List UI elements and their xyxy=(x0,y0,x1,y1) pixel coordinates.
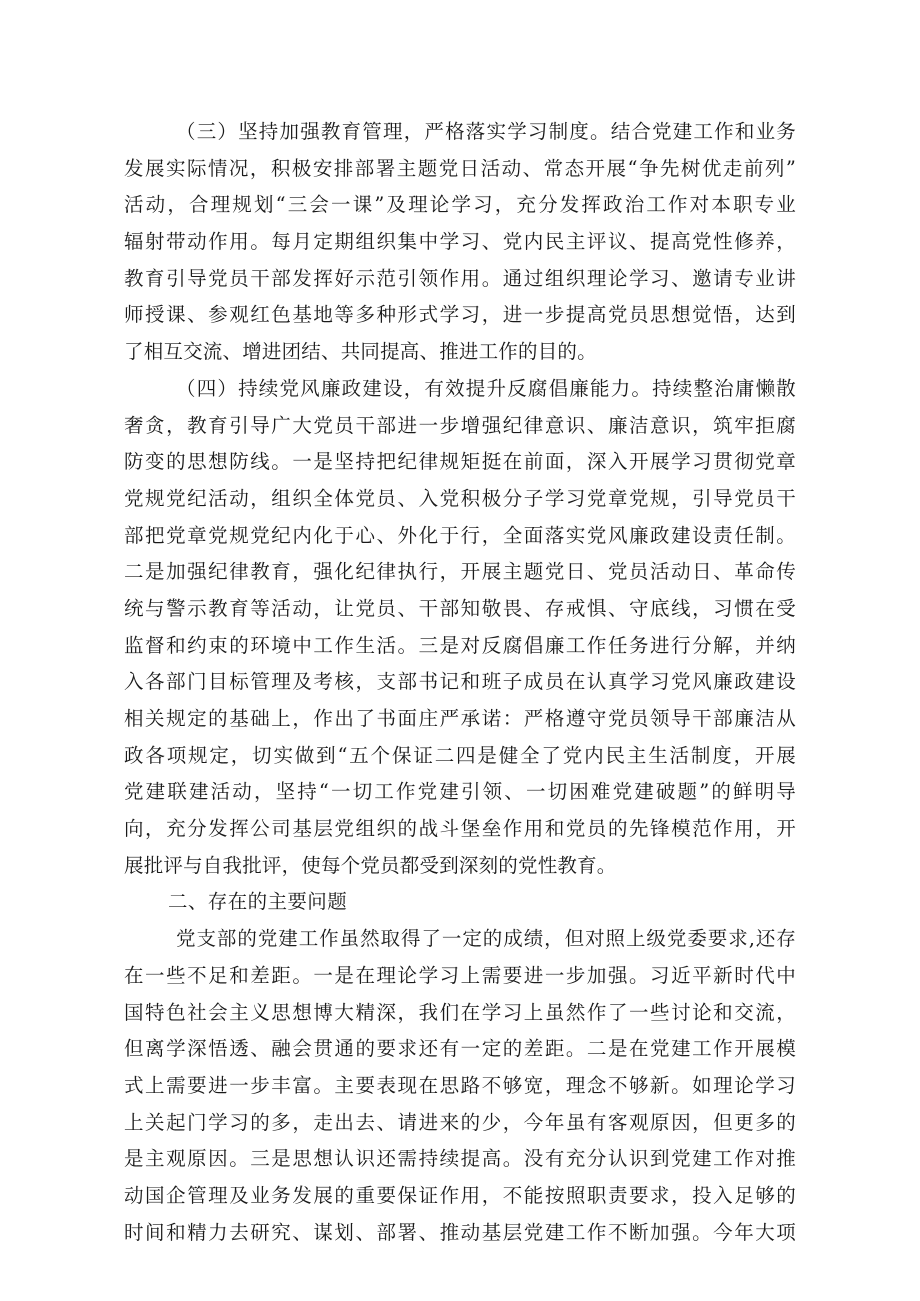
paragraph-education-management xyxy=(124,114,796,371)
text-line: 二是加强纪律教育，强化纪律执行，开展主题党日、党员活动日、革命传 xyxy=(124,560,796,584)
text-line: 活动，合理规划“三会一课”及理论学习，充分发挥政治工作对本职专业 xyxy=(124,193,796,217)
text-line: （三）坚持加强教育管理，严格落实学习制度。结合党建工作和业务 xyxy=(176,120,796,143)
text-line: 入各部门目标管理及考核，支部书记和班子成员在认真学习党风廉政建设 xyxy=(124,670,796,694)
text-line: 政各项规定，切实做到“五个保证二四是健全了党内民主生活制度，开展 xyxy=(124,743,796,767)
text-line: 是主观原因。三是思想认识还需持续提高。没有充分认识到党建工作对推 xyxy=(124,1147,796,1171)
text-line: 时间和精力去研究、谋划、部署、推动基层党建工作不断加强。今年大项 xyxy=(124,1220,796,1244)
text-line: 但离学深悟透、融会贯通的要求还有一定的差距。二是在党建工作开展模 xyxy=(124,1037,796,1061)
text-line: 奢贪，教育引导广大党员干部进一步增强纪律意识、廉洁意识，筑牢拒腐 xyxy=(124,413,796,437)
text-line: 动国企管理及业务发展的重要保证作用，不能按照职责要求，投入足够的 xyxy=(124,1183,796,1207)
text-line: （四）持续党风廉政建设，有效提升反腐倡廉能力。持续整治庸懒散 xyxy=(176,376,796,400)
text-line: 监督和约束的环境中工作生活。三是对反腐倡廉工作任务进行分解，并纳 xyxy=(124,633,796,657)
text-line: 了相互交流、增进团结、共同提高、推进工作的目的。 xyxy=(124,340,597,364)
paragraph-existing-issues xyxy=(124,921,796,1251)
text-line: 式上需要进一步丰富。主要表现在思路不够宽，理念不够新。如理论学习 xyxy=(124,1073,796,1097)
text-line: 教育引导党员干部发挥好示范引领作用。通过组织理论学习、邀请专业讲 xyxy=(124,266,796,290)
text-line: 党规党纪活动，组织全体党员、入党积极分子学习党章党规，引导党员干 xyxy=(124,486,796,510)
text-line: 在一些不足和差距。一是在理论学习上需要进一步加强。习近平新时代中 xyxy=(124,963,796,987)
text-line: 向，充分发挥公司基层党组织的战斗堡垒作用和党员的先锋模范作用，开 xyxy=(124,817,796,841)
text-line: 国特色社会主义思想博大精深，我们在学习上虽然作了一些讨论和交流， xyxy=(124,1000,796,1024)
section-heading: 二、存在的主要问题 xyxy=(168,890,348,914)
text-line: 辐射带动作用。每月定期组织集中学习、党内民主评议、提高党性修养， xyxy=(124,230,796,254)
text-line: 上关起门学习的多，走出去、请进来的少，今年虽有客观原因，但更多的 xyxy=(124,1110,796,1134)
text-line: 发展实际情况，积极安排部署主题党日活动、常态开展“争先树优走前列” xyxy=(124,156,796,180)
text-line: 展批评与自我批评，使每个党员都受到深刻的党性教育。 xyxy=(124,853,617,877)
text-line: 师授课、参观红色基地等多种形式学习，进一步提高党员思想觉悟，达到 xyxy=(124,303,796,327)
document-page xyxy=(124,114,796,1251)
paragraph-anti-corruption xyxy=(124,371,796,885)
text-line: 党支部的党建工作虽然取得了一定的成绩，但对照上级党委要求,还存 xyxy=(176,927,796,951)
text-line: 部把党章党规党纪内化于心、外化于行，全面落实党风廉政建设责任制。 xyxy=(124,523,796,547)
text-line: 统与警示教育等活动，让党员、干部知敬畏、存戒惧、守底线，习惯在受 xyxy=(124,596,796,620)
text-line: 党建联建活动，坚持“一切工作党建引领、一切困难党建破题”的鲜明导 xyxy=(124,780,796,804)
text-line: 相关规定的基础上，作出了书面庄严承诺：严格遵守党员领导干部廉洁从 xyxy=(124,707,796,730)
text-line: 防变的思想防线。一是坚持把纪律规矩挺在前面，深入开展学习贯彻党章 xyxy=(124,450,796,474)
